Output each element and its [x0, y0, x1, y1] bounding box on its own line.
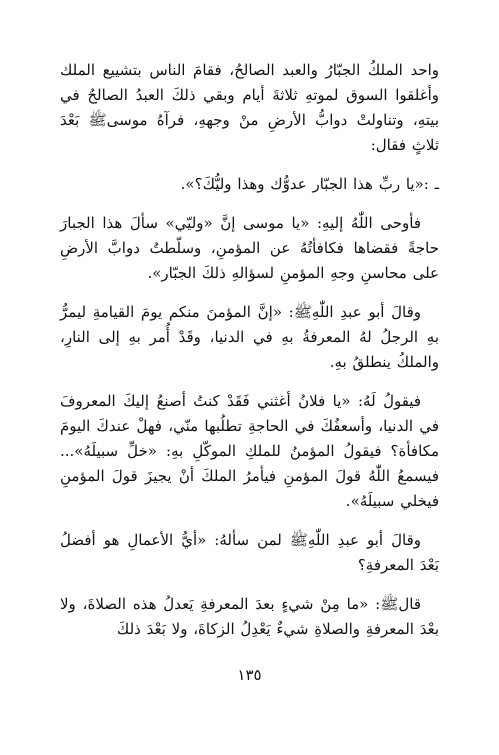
paragraph-5: فيقولُ لَهُ: «يا فلانُ أغثني فَقَدْ كنتُ أصنعُ إليكَ المعروفَ في الدنيا، وأسعفُكَ في الحاجةِ تطلُبها منّي، فهلْ عندكَ اليومَ مكافأة؟ فيقولُ المؤمنُ للملكِ الموكّلِ بهِ: «خلِّ سبيلَهُ»... فيسمعُ اللّٰهُ قولَ المؤمنِ فيأمرُ الملكَ أنْ يجيزَ قولَ المؤمنِ فيخلي سبيلَهُ». [60, 392, 439, 510]
paragraph-2: ـ :«يا ربِّ هذا الجبّار عدوُّك وهذا وليُّكَ؟». [180, 175, 439, 193]
paragraph-4: وقالَ أبو عبدِ اللّٰهِﷺ: «إنَّ المؤمنَ منكم يومَ القيامةِ ليمرُّ بهِ الرجلُ لهُ المعرفةُ بهِ في الدنيا، وقَدْ أُمر بهِ إلى النارِ، والملكُ ينطلقُ بهِ. [60, 303, 439, 371]
paragraph-7: قالﷺ: «ما مِنْ شيءٍ بعدَ المعرفةِ يَعدلُ هذه الصلاةَ، ولا بعْدَ المعرفةِ والصلاةِ شيءٌ يَعْدِلُ الزكاةَ، ولا بَعْدَ ذلكَ [60, 595, 439, 638]
paragraph-3: فأوحى اللّٰهُ إليهِ: «يا موسى إنَّ «وليّي» سألَ هذا الجبارَ حاجةً فقضاها فكافأتُهُ عن المؤمنِ، وسلّطتُ دوابَّ الأرضِ على محاسنِ وجهِ المؤمنِ لسؤالهِ ذلكَ الجبّار». [60, 214, 439, 282]
page-number: ١٣٥ [237, 666, 262, 684]
paragraph-1: واحد الملكُ الجبّارُ والعبد الصالحُ، فقامَ الناس بتشييع الملك وأغلقوا السوق لموتهِ ثلاثةَ أيام وبقي ذلكَ العبدُ الصالحُ في بيتهِ، وتناولتْ دوابُّ الأرضِ منْ وجههِ، فرآهُ موسىﷺ بَعْدَ ثلاثٍ فقال: [60, 61, 439, 154]
paragraph-6: وقالَ أبو عبدِ اللّٰهِﷺ لمن سألهُ: «أيُّ الأعمالِ هو أفضلُ بَعْدَ المعرفةِ؟ [60, 531, 439, 574]
